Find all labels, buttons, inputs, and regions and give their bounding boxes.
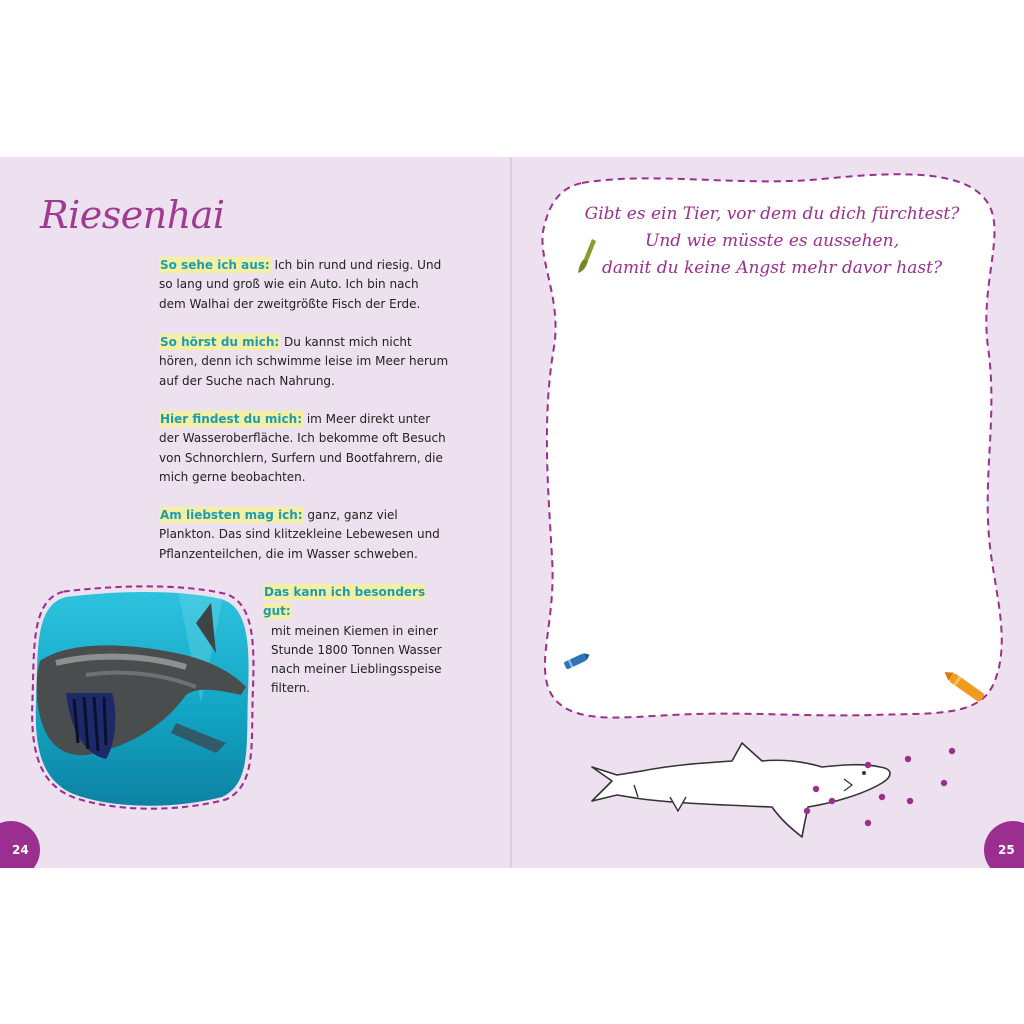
section-label: Am liebsten mag ich: <box>160 508 303 522</box>
basking-shark-photo <box>26 583 256 813</box>
section-skill <box>263 583 443 699</box>
section-text: im Meer direkt unter der Wasseroberfläche. Ich bekomme oft Besuch von Schnorchlern, Surfern und Bootfahrern, die mich gerne beobachten. <box>159 412 446 484</box>
drawing-prompt <box>582 201 962 282</box>
section-text: Ich bin rund und riesig. Und so lang und groß wie ein Auto. Ich bin nach dem Walhai der zweitgrößte Fisch der Erde. <box>159 258 442 311</box>
left-page <box>0 157 510 868</box>
orange-crayon-icon <box>937 669 997 709</box>
page-number-left <box>0 821 40 868</box>
right-page <box>512 157 1024 868</box>
section-label: Hier findest du mich: <box>160 412 302 426</box>
section-habitat <box>159 410 449 487</box>
prompt-line: Und wie müsste es aussehen, <box>645 231 899 251</box>
page-title: Riesenhai <box>40 193 225 237</box>
page-number-text: 25 <box>998 843 1015 857</box>
section-text: Du kannst mich nicht hören, denn ich schwimme leise im Meer herum auf der Suche nach Nahrung. <box>159 335 449 388</box>
prompt-line: damit du keine Angst mehr davor hast? <box>601 258 943 278</box>
section-label: So sehe ich aus: <box>160 258 270 272</box>
section-sound <box>159 333 449 391</box>
section-food <box>159 506 449 564</box>
section-label: Das kann ich besonders gut: <box>263 585 426 619</box>
page-number-text: 24 <box>12 843 29 857</box>
paintbrush-icon <box>576 237 600 277</box>
book-spread <box>0 157 1024 868</box>
blue-crayon-icon <box>560 650 592 672</box>
section-text: mit meinen Kiemen in einer Stunde 1800 Tonnen Wasser nach meiner Lieblingsspeise filtern. <box>271 623 442 696</box>
section-text: ganz, ganz viel Plankton. Das sind klitzekleine Lebewesen und Pflanzenteilchen, die im Wasser schweben. <box>159 508 440 561</box>
section-label: So hörst du mich: <box>160 335 280 349</box>
shark-outline-drawing <box>582 737 982 847</box>
prompt-line: Gibt es ein Tier, vor dem du dich fürchtest? <box>584 204 960 224</box>
section-appearance <box>159 256 449 314</box>
